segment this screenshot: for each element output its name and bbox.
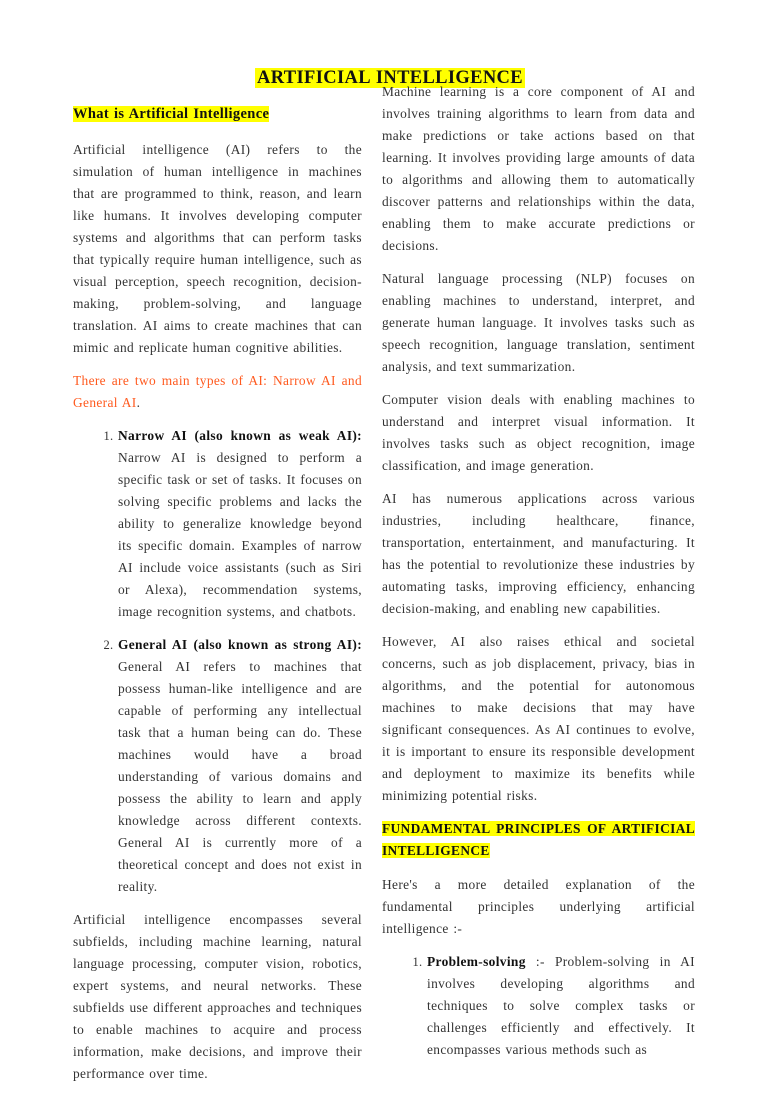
left-column — [73, 103, 362, 1096]
intro-paragraph: Artificial intelligence (AI) refers to the simulation of human intelligence in machines that are programmed to think, reason, and learn like humans. It involves developing computer systems and algorithms that can perform tasks that typically require human intelligence, such as visual perception, speech recognition, decision-making, problem-solving, and language translation. AI aims to create machines that can mimic and replicate human cognitive abilities. — [73, 142, 362, 355]
list-item: 1. Problem-solving :- Problem-solving in AI involves developing algorithms and techniques to solve complex tasks or challenges efficiently and effectively. It encompasses various methods such as — [427, 951, 695, 1061]
section-heading: What is Artificial Intelligence — [73, 106, 270, 122]
paragraph: However, AI also raises ethical and societal concerns, such as job displacement, privacy, bias in algorithms, and the potential for autonomous machines to make decisions that may have significant consequences. As AI continues to evolve, it is important to ensure its responsible development and deployment to maximize its benefits while minimizing potential risks. — [382, 634, 695, 803]
principles-intro: Here's a more detailed explanation of the fundamental principles underlying artificial intelligence :- — [382, 877, 695, 936]
types-list — [73, 425, 362, 898]
subfields-paragraph: Artificial intelligence encompasses several subfields, including machine learning, natural language processing, computer vision, robotics, expert systems, and neural networks. These subfields use different approaches and techniques to enable machines to acquire and process information, make decisions, and improve their performance over time. — [73, 912, 362, 1081]
list-item: 2. General AI (also known as strong AI): General AI refers to machines that possess human-like intelligence and are capable of performing any intellectual task that a human being can do. These machines would have a broad understanding of various domains and possess the ability to learn and apply knowledge across different contexts. General AI is currently more of a theoretical concept and does not exist in reality. — [118, 634, 362, 898]
paragraph: Machine learning is a core component of AI and involves training algorithms to learn from data and make predictions or take actions based on that learning. It involves providing large amounts of data to algorithms and allowing them to automatically discover patterns and relationships within the data, enabling them to make accurate predictions or decisions. — [382, 84, 695, 253]
list-item: 1. Narrow AI (also known as weak AI): Narrow AI is designed to perform a specific task or set of tasks. It focuses on solving specific problems and lacks the ability to generalize knowledge beyond its specific domain. Examples of narrow AI include voice assistants (such as Siri or Alexa), recommendation systems, image recognition systems, and chatbots. — [118, 425, 362, 623]
principles-list — [382, 951, 695, 1061]
paragraph: Natural language processing (NLP) focuses on enabling machines to understand, interpret, and generate human language. It involves tasks such as speech recognition, language translation, sentiment analysis, and text summarization. — [382, 271, 695, 374]
document-title: ARTIFICIAL INTELLIGENCE — [257, 68, 523, 88]
types-intro: There are two main types of AI: Narrow AI and General AI. — [73, 373, 362, 410]
right-column — [382, 81, 695, 1057]
paragraph: AI has numerous applications across various industries, including healthcare, finance, transportation, entertainment, and manufacturing. It has the potential to revolutionize these industries by automating tasks, improving efficiency, enhancing decision-making, and enabling new capabilities. — [382, 491, 695, 616]
section-heading: FUNDAMENTAL PRINCIPLES OF ARTIFICIAL INTELLIGENCE — [382, 821, 695, 858]
paragraph: Computer vision deals with enabling machines to understand and interpret visual information. It involves tasks such as object recognition, image classification, and image generation. — [382, 392, 695, 473]
